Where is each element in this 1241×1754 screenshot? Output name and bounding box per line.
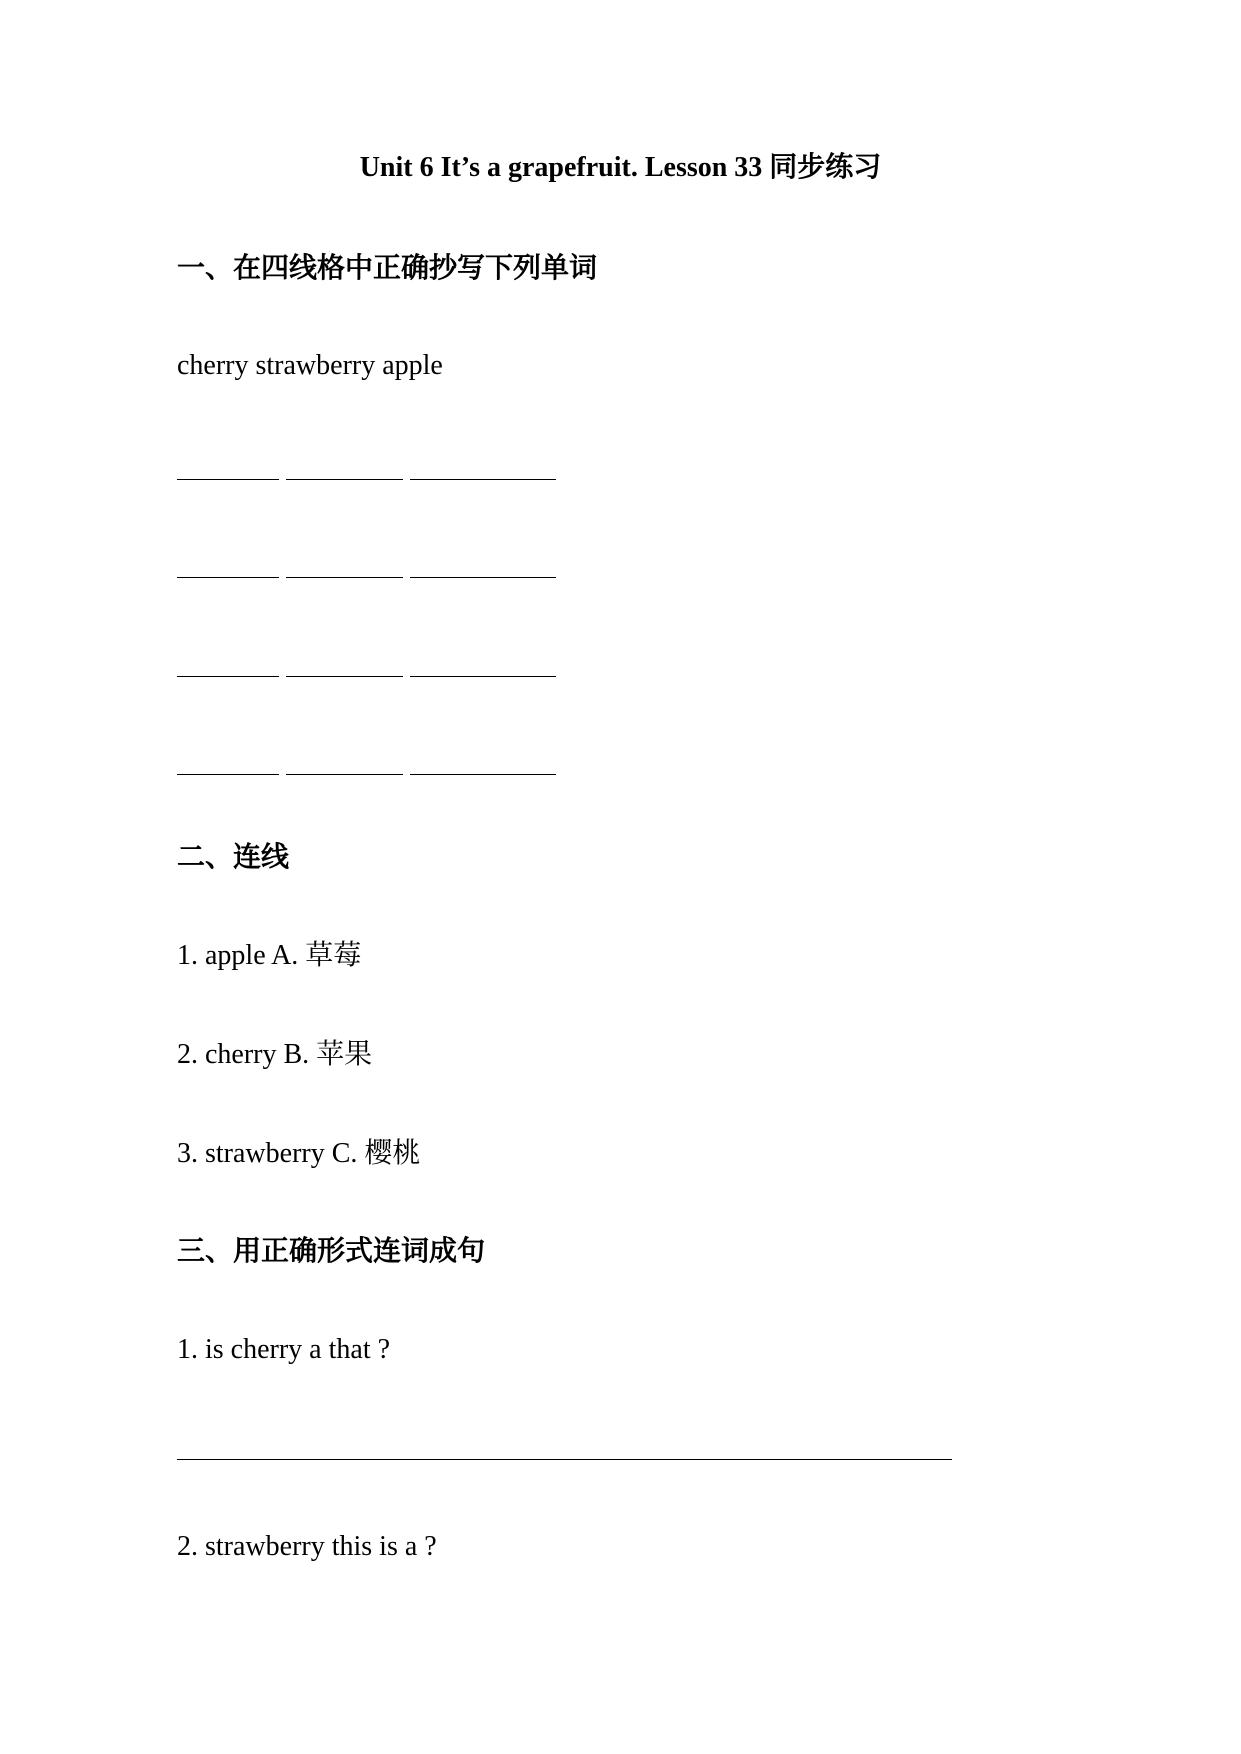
question-1: 1. is cherry a that ?: [177, 1334, 391, 1365]
match-item-1: 1. apple A. 草莓: [177, 940, 362, 971]
copy-blank[interactable]: [410, 774, 556, 775]
copy-blank[interactable]: [410, 577, 556, 578]
copy-blank[interactable]: [286, 676, 403, 677]
section-1-heading: 一、在四线格中正确抄写下列单词: [177, 253, 598, 284]
page-title: Unit 6 It’s a grapefruit. Lesson 33 同步练习: [359, 152, 882, 183]
word-list: cherry strawberry apple: [177, 350, 443, 381]
question-2: 2. strawberry this is a ?: [177, 1531, 437, 1562]
match-item-3: 3. strawberry C. 樱桃: [177, 1138, 421, 1169]
answer-line-1[interactable]: [177, 1459, 952, 1460]
section-3-heading: 三、用正确形式连词成句: [177, 1236, 486, 1267]
copy-blank[interactable]: [410, 479, 556, 480]
copy-blank[interactable]: [286, 577, 403, 578]
copy-blank[interactable]: [177, 479, 279, 480]
match-item-2: 2. cherry B. 苹果: [177, 1039, 373, 1070]
copy-blank[interactable]: [410, 676, 556, 677]
copy-blank[interactable]: [286, 774, 403, 775]
copy-blank[interactable]: [177, 676, 279, 677]
copy-blank[interactable]: [177, 774, 279, 775]
copy-blank[interactable]: [177, 577, 279, 578]
copy-blank[interactable]: [286, 479, 403, 480]
section-2-heading: 二、连线: [177, 842, 290, 873]
